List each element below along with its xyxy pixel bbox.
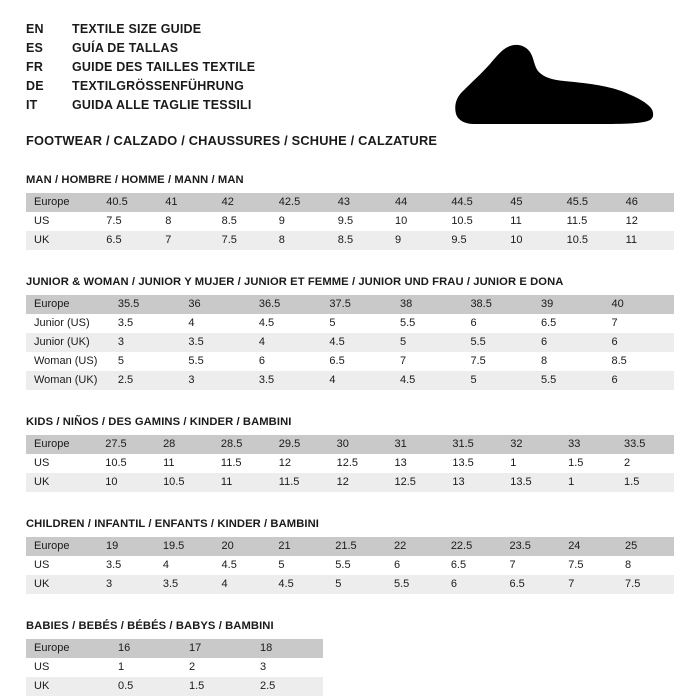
cell: 8 — [165, 215, 172, 227]
cell: 2.5 — [260, 680, 276, 692]
cell: 3.5 — [117, 317, 134, 329]
language-code: FR — [26, 60, 44, 74]
cell: 40 — [611, 298, 624, 310]
cell: 5 — [329, 317, 336, 329]
language-code: IT — [26, 98, 38, 112]
table-row — [26, 352, 674, 371]
cell: 1.5 — [189, 680, 205, 692]
cell: 6 — [393, 559, 401, 571]
cell: 7.5 — [470, 355, 486, 367]
cell: 6.5 — [540, 317, 557, 329]
cell: 4 — [221, 578, 228, 590]
table-row — [26, 212, 674, 231]
cell: 36.5 — [258, 298, 281, 310]
cell: 43 — [337, 196, 351, 208]
cell: 3.5 — [188, 336, 204, 348]
cell: 19 — [106, 540, 119, 552]
cell: 45 — [510, 196, 523, 208]
section-man — [26, 174, 674, 250]
cell: 45.5 — [566, 196, 589, 208]
cell: 8.5 — [337, 234, 354, 246]
language-row — [26, 60, 255, 79]
cell: 10.5 — [566, 234, 589, 246]
cell: 1 — [118, 661, 125, 673]
cell: 37.5 — [329, 298, 351, 310]
section-title: MAN / HOMBRE / HOMME / MANN / MAN — [26, 174, 244, 186]
cell: 39 — [540, 298, 554, 310]
cell: 6 — [540, 336, 548, 348]
row-label: UK — [34, 578, 50, 590]
cell: 33.5 — [624, 438, 646, 450]
cell: 38.5 — [470, 298, 492, 310]
row-label: Europe — [34, 540, 70, 552]
cell: 3.5 — [162, 578, 179, 590]
cell: 11.5 — [220, 457, 242, 469]
cell: 12 — [625, 215, 638, 227]
cell: 6.5 — [450, 559, 467, 571]
cell: 35.5 — [117, 298, 140, 310]
cell: 9 — [278, 215, 285, 227]
language-code: EN — [26, 22, 44, 36]
table-row — [26, 473, 674, 492]
language-title: GUIDA ALLE TAGLIE TESSILI — [72, 98, 252, 112]
cell: 7.5 — [106, 215, 122, 227]
cell: 36 — [188, 298, 201, 310]
cell: 7 — [509, 559, 516, 571]
row-label: Europe — [34, 298, 70, 310]
cell: 7 — [399, 355, 407, 367]
cell: 1.5 — [624, 476, 640, 488]
cell: 6 — [258, 355, 265, 367]
cell: 0.5 — [118, 680, 134, 692]
row-label: Europe — [34, 642, 70, 654]
table-row — [26, 435, 674, 454]
cell: 31 — [394, 438, 407, 450]
section-title: BABIES / BEBÉS / BÉBÉS / BABYS / BAMBINI — [26, 620, 274, 632]
cell: 8.5 — [611, 355, 627, 367]
language-title: GUÍA DE TALLAS — [72, 41, 179, 55]
cell: 6.5 — [106, 234, 122, 246]
cell: 6 — [450, 578, 457, 590]
cell: 12.5 — [336, 457, 359, 469]
table-row — [26, 537, 674, 556]
cell: 42.5 — [278, 196, 301, 208]
cell: 6.5 — [509, 578, 525, 590]
cell: 7.5 — [221, 234, 237, 246]
cell: 31.5 — [452, 438, 474, 450]
table-row — [26, 575, 674, 594]
language-title-list — [26, 22, 255, 117]
cell: 5 — [470, 374, 477, 386]
cell: 5.5 — [335, 559, 351, 571]
table-row — [26, 193, 674, 212]
cell: 10 — [394, 215, 408, 227]
section-title: CHILDREN / INFANTIL / ENFANTS / KINDER / BAMBINI — [26, 518, 319, 530]
cell: 3 — [117, 336, 124, 348]
cell: 3 — [260, 661, 267, 673]
size-table-kids — [26, 435, 674, 492]
cell: 42 — [221, 196, 234, 208]
cell: 10.5 — [451, 215, 473, 227]
table-row — [26, 295, 674, 314]
cell: 3 — [188, 374, 195, 386]
size-table-junior-woman — [26, 295, 674, 390]
cell: 16 — [118, 642, 131, 654]
language-title: GUIDE DES TAILLES TEXTILE — [72, 60, 256, 74]
table-row — [26, 231, 674, 250]
language-code: DE — [26, 79, 44, 93]
cell: 10.5 — [163, 476, 185, 488]
cell: 2 — [624, 457, 631, 469]
table-row — [26, 454, 674, 473]
cell: 13 — [452, 476, 465, 488]
cell: 23.5 — [509, 540, 531, 552]
row-label: US — [34, 661, 50, 673]
cell: 10.5 — [105, 457, 127, 469]
cell: 11.5 — [566, 215, 588, 227]
cell: 28.5 — [220, 438, 243, 450]
section-children — [26, 518, 674, 594]
row-label: UK — [34, 234, 50, 246]
language-row — [26, 41, 255, 60]
table-row — [26, 639, 323, 658]
cell: 7 — [568, 578, 575, 590]
table-row — [26, 333, 674, 352]
section-title: JUNIOR & WOMAN / JUNIOR Y MUJER / JUNIOR ET FEMME / JUNIOR UND FRAU / JUNIOR E DONA — [26, 276, 564, 288]
cell: 7 — [165, 234, 172, 246]
cell: 29.5 — [278, 438, 301, 450]
cell: 4.5 — [399, 374, 416, 386]
cell: 30 — [336, 438, 349, 450]
cell: 28 — [163, 438, 176, 450]
table-row — [26, 677, 323, 696]
cell: 24 — [568, 540, 581, 552]
row-label: Junior (UK) — [34, 336, 90, 348]
language-row — [26, 79, 255, 98]
cell: 21 — [278, 540, 291, 552]
cell: 17 — [189, 642, 202, 654]
cell: 9 — [394, 234, 402, 246]
cell: 5.5 — [399, 317, 416, 329]
row-label: UK — [34, 476, 50, 488]
cell: 12.5 — [394, 476, 416, 488]
cell: 4 — [188, 317, 195, 329]
cell: 9.5 — [451, 234, 467, 246]
language-row — [26, 98, 255, 117]
cell: 13.5 — [510, 476, 532, 488]
section-title: KIDS / NIÑOS / DES GAMINS / KINDER / BAMBINI — [26, 416, 292, 428]
cell: 4.5 — [258, 317, 275, 329]
cell: 8.5 — [221, 215, 237, 227]
size-table-man — [26, 193, 674, 250]
category-heading: FOOTWEAR / CALZADO / CHAUSSURES / SCHUHE / CALZATURE — [26, 133, 438, 148]
cell: 3 — [106, 578, 113, 590]
cell: 21.5 — [335, 540, 357, 552]
cell: 5.5 — [470, 336, 486, 348]
section-babies — [26, 620, 674, 696]
cell: 6 — [611, 374, 618, 386]
cell: 10 — [510, 234, 523, 246]
table-row — [26, 371, 674, 390]
cell: 11.5 — [278, 476, 300, 488]
cell: 11 — [220, 476, 233, 488]
size-table-children — [26, 537, 674, 594]
cell: 22.5 — [450, 540, 473, 552]
language-title: TEXTILE SIZE GUIDE — [72, 22, 202, 36]
language-title: TEXTILGRÖSSENFÜHRUNG — [72, 79, 245, 93]
cell: 5.5 — [188, 355, 204, 367]
cell: 11 — [510, 215, 522, 227]
cell: 25 — [625, 540, 638, 552]
cell: 46 — [625, 196, 638, 208]
cell: 7.5 — [568, 559, 584, 571]
cell: 8 — [540, 355, 548, 367]
table-row — [26, 658, 323, 677]
row-label: Europe — [34, 438, 70, 450]
cell: 13 — [394, 457, 407, 469]
row-label: Woman (UK) — [34, 374, 98, 386]
cell: 10 — [105, 476, 118, 488]
cell: 4.5 — [221, 559, 237, 571]
cell: 9.5 — [337, 215, 354, 227]
table-row — [26, 314, 674, 333]
table-row — [26, 556, 674, 575]
cell: 18 — [260, 642, 273, 654]
cell: 5.5 — [540, 374, 557, 386]
cell: 22 — [393, 540, 407, 552]
cell: 8 — [278, 234, 285, 246]
cell: 2.5 — [117, 374, 134, 386]
cell: 13.5 — [452, 457, 474, 469]
cell: 11 — [163, 457, 175, 469]
cell: 38 — [399, 298, 413, 310]
cell: 6 — [611, 336, 618, 348]
row-label: US — [34, 559, 50, 571]
cell: 4 — [162, 559, 169, 571]
cell: 5 — [335, 578, 342, 590]
cell: 5 — [117, 355, 124, 367]
cell: 2 — [189, 661, 196, 673]
cell: 3.5 — [106, 559, 122, 571]
cell: 8 — [625, 559, 632, 571]
row-label: UK — [34, 680, 50, 692]
cell: 3.5 — [258, 374, 275, 386]
cell: 44 — [394, 196, 408, 208]
row-label: Junior (US) — [34, 317, 90, 329]
cell: 7 — [611, 317, 618, 329]
row-label: US — [34, 215, 50, 227]
cell: 40.5 — [106, 196, 128, 208]
cell: 19.5 — [162, 540, 185, 552]
cell: 41 — [165, 196, 178, 208]
cell: 5 — [278, 559, 285, 571]
row-label: Woman (US) — [34, 355, 98, 367]
cell: 5 — [399, 336, 407, 348]
cell: 7.5 — [625, 578, 641, 590]
section-junior-woman — [26, 276, 674, 390]
cell: 4 — [258, 336, 265, 348]
cell: 12 — [278, 457, 292, 469]
cell: 20 — [221, 540, 234, 552]
cell: 32 — [510, 438, 523, 450]
language-code: ES — [26, 41, 44, 55]
cell: 1.5 — [568, 457, 584, 469]
cell: 11 — [625, 234, 638, 246]
section-kids — [26, 416, 674, 492]
cell: 1 — [568, 476, 575, 488]
cell: 1 — [510, 457, 517, 469]
size-table-babies — [26, 639, 323, 696]
cell: 6 — [470, 317, 477, 329]
page-header — [26, 22, 674, 148]
cell: 4.5 — [278, 578, 294, 590]
cell: 27.5 — [105, 438, 127, 450]
cell: 44.5 — [451, 196, 473, 208]
row-label: Europe — [34, 196, 70, 208]
cell: 6.5 — [329, 355, 345, 367]
cell: 33 — [568, 438, 581, 450]
row-label: US — [34, 457, 50, 469]
language-row — [26, 22, 255, 41]
cell: 5.5 — [393, 578, 410, 590]
cell: 4.5 — [329, 336, 345, 348]
cell: 4 — [329, 374, 336, 386]
cell: 12 — [336, 476, 349, 488]
dress-shoe-icon — [438, 40, 668, 130]
